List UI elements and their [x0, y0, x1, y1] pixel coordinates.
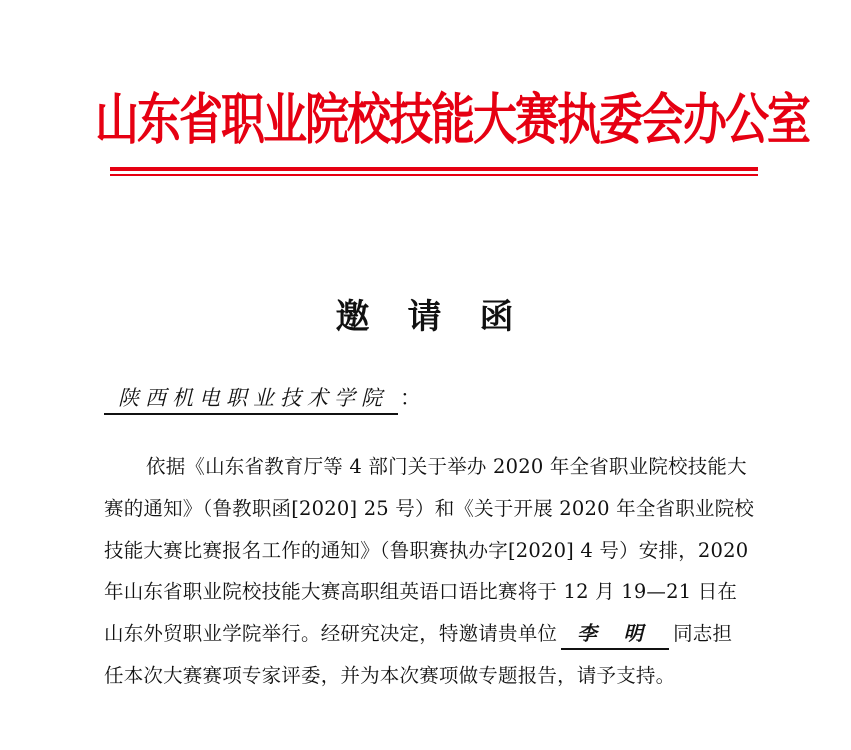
body-line-5 [104, 613, 772, 655]
letterhead-rule-thin [110, 174, 758, 176]
body-line-6: 任本次大赛赛项专家评委，并为本次赛项做专题报告，请予支持。 [104, 663, 676, 687]
body-line-1: 依据《山东省教育厅等 4 部门关于举办 2020 年全省职业院校技能大 [146, 455, 747, 478]
recipient-line [104, 378, 421, 418]
body-line-5-before: 山东外贸职业学院举行。经研究决定，特邀请贵单位 [104, 622, 558, 646]
body-line-3: 技能大赛比赛报名工作的通知》（鲁职赛执办字[2020] 4 号）安排，2020 [104, 538, 749, 562]
body-line-5-after: 同志担 [673, 622, 733, 646]
invitee-name-field: 李 明 [561, 620, 669, 650]
recipient-colon: ： [400, 386, 421, 410]
body-line-4: 年山东省职业院校技能大赛高职组英语口语比赛将于 12 月 19—21 日在 [104, 580, 738, 604]
body-line-2: 赛的通知》（鲁教职函[2020] 25 号）和《关于开展 2020 年全省职业院校 [104, 496, 755, 520]
letterhead-title: 山东省职业院校技能大赛执委会办公室 [95, 88, 809, 153]
document-title: 邀 请 函 [335, 297, 516, 337]
letterhead-rule-thick [110, 167, 758, 171]
recipient-name: 陕西机电职业技术学院 [104, 383, 398, 415]
letter-body [104, 446, 772, 697]
